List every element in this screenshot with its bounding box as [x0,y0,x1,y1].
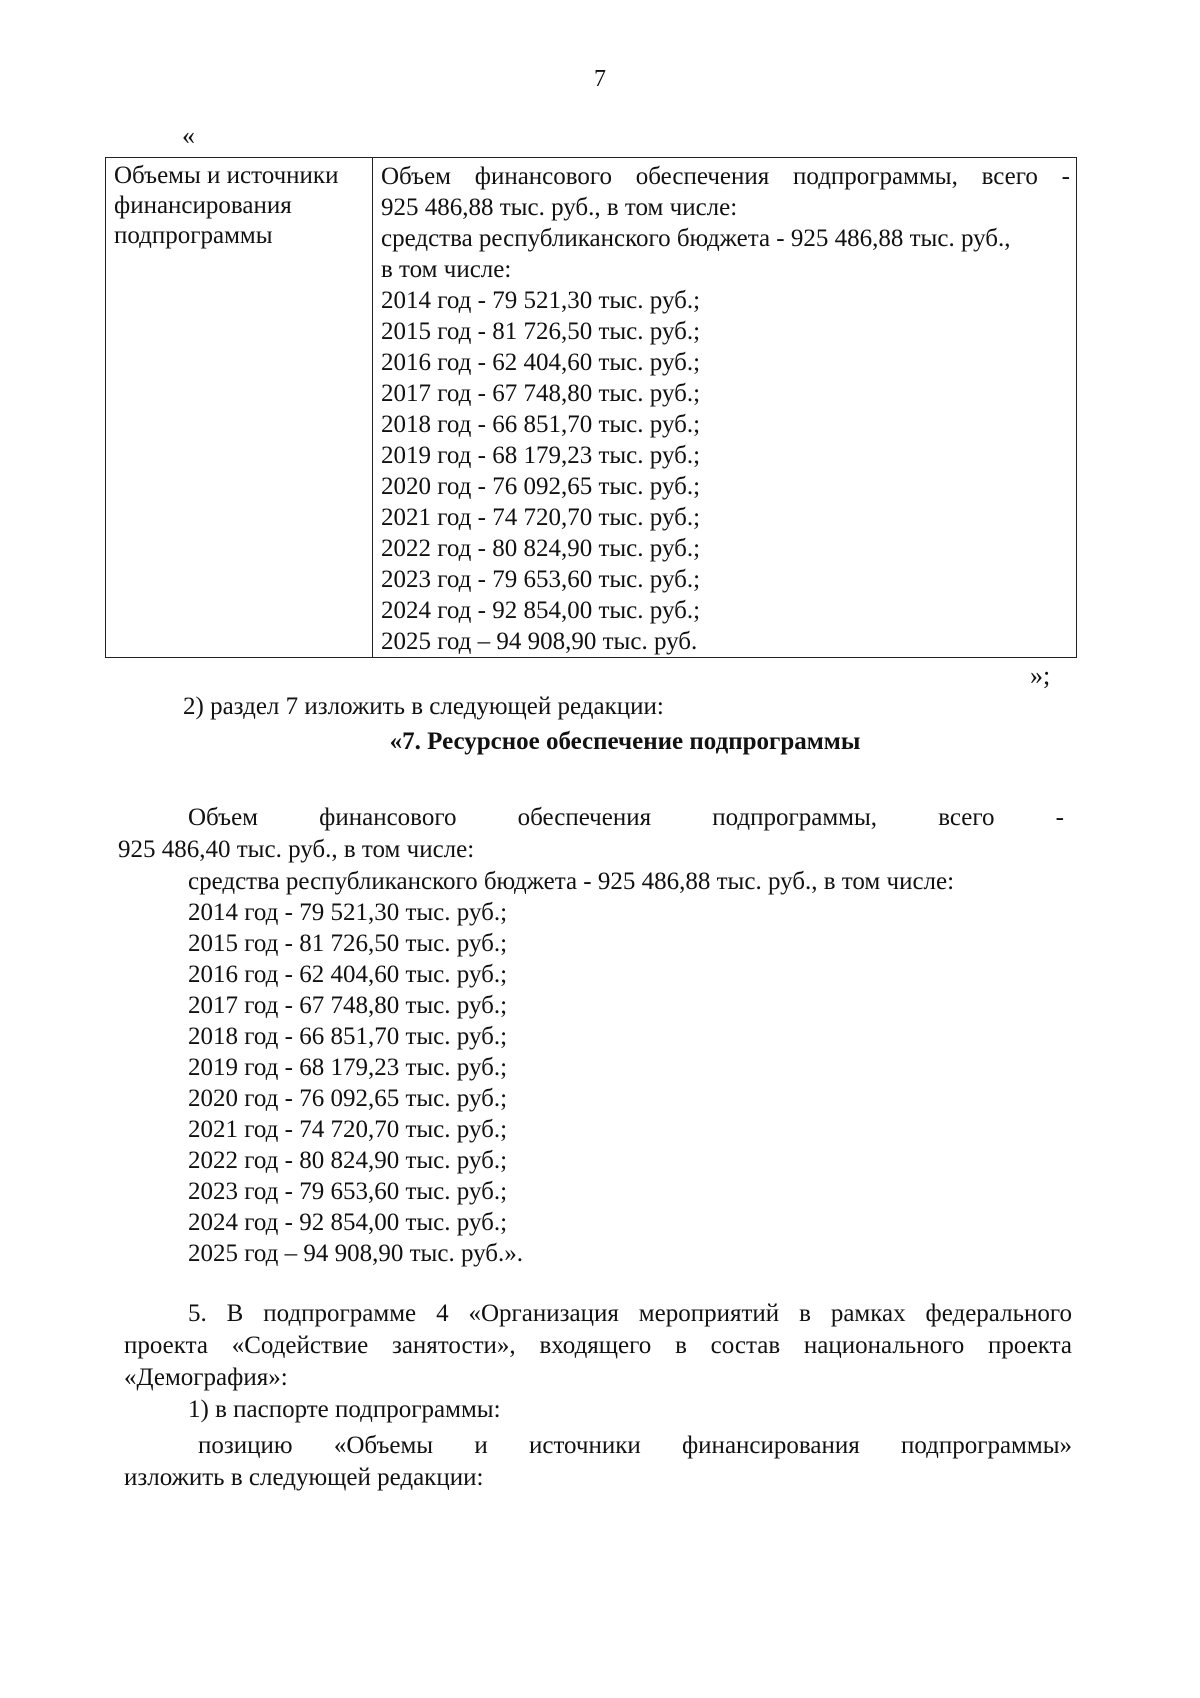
year-amount-line: 2024 год - 92 854,00 тыс. руб.; [381,597,701,624]
opening-quote: « [182,121,195,150]
year-amount-line: 2020 год - 76 092,65 тыс. руб.; [188,1085,508,1112]
right-cell-line: 925 486,88 тыс. руб., в том числе: [381,194,738,221]
item-2-text: 2) раздел 7 изложить в следующей редакции: [183,693,664,720]
item-5-sub-2 [198,1432,1072,1460]
word: «Объемы [333,1432,434,1459]
word: «Содействие [231,1332,369,1359]
word: подпрограмме [263,1300,417,1327]
word: - [1055,804,1064,831]
word: «Организация [468,1300,619,1327]
word: подпрограммы» [900,1432,1072,1459]
section-7-heading: «7. Ресурсное обеспечение подпрограммы [389,728,861,755]
word: проекта [124,1332,208,1359]
passport-table [105,157,1077,658]
year-amount-line: 2022 год - 80 824,90 тыс. руб.; [188,1147,508,1174]
passport-position-label [106,158,373,658]
year-amount-line: 2016 год - 62 404,60 тыс. руб.; [381,349,701,376]
item-5-line-2 [124,1332,1072,1360]
year-amount-line: 2023 год - 79 653,60 тыс. руб.; [188,1178,508,1205]
closing-quote: »; [1030,661,1051,690]
word: Объем [381,163,451,190]
word: финансирования [681,1432,860,1459]
year-amount-line: 2016 год - 62 404,60 тыс. руб.; [188,961,508,988]
word: проекта [988,1332,1072,1359]
word: рамках [830,1300,906,1327]
word: в [799,1300,811,1327]
word: позицию [198,1432,293,1459]
year-amount-line: 2021 год - 74 720,70 тыс. руб.; [188,1116,508,1143]
word: 5. [188,1300,207,1327]
year-amount-line: 2025 год – 94 908,90 тыс. руб. [381,628,698,655]
item-5-line-3: «Демография»: [124,1364,288,1391]
year-amount-line: 2014 год - 79 521,30 тыс. руб.; [381,287,701,314]
year-amount-line: 2021 год - 74 720,70 тыс. руб.; [381,504,701,531]
year-amount-line: 2018 год - 66 851,70 тыс. руб.; [381,411,701,438]
item-5-line-1 [188,1300,1072,1328]
year-amount-line: 2017 год - 67 748,80 тыс. руб.; [188,992,508,1019]
word: занятости», [391,1332,516,1359]
left-cell-line: подпрограммы [114,222,273,249]
year-amount-line: 2022 год - 80 824,90 тыс. руб.; [381,535,701,562]
left-cell-line: Объемы и источники [114,162,339,189]
budget-line: средства республиканского бюджета - 925 486,88 тыс. руб., в том числе: [188,868,955,895]
year-amount-line: 2024 год - 92 854,00 тыс. руб.; [188,1209,508,1236]
word: мероприятий [638,1300,780,1327]
item-5-sub-1: 1) в паспорте подпрограммы: [188,1396,501,1423]
word: - [1061,163,1070,190]
word: В [226,1300,244,1327]
left-cell-line: финансирования [114,192,292,219]
word: национального [803,1332,965,1359]
page-number: 7 [594,66,606,92]
word: в [675,1332,687,1359]
word: 4 [436,1300,449,1327]
section-7-lines [188,866,954,1269]
word: Объем [188,804,258,831]
word: всего [938,804,995,831]
word: всего [981,163,1038,190]
word: обеспечения [517,804,652,831]
word: подпрограммы, [712,804,878,831]
year-amount-line: 2023 год - 79 653,60 тыс. руб.; [381,566,701,593]
word: финансового [319,804,457,831]
section-7-total-line: 925 486,40 тыс. руб., в том числе: [118,836,475,863]
passport-position-value [373,158,1077,658]
word: обеспечения [635,163,770,190]
word: подпрограммы, [793,163,958,190]
year-amount-line: 2015 год - 81 726,50 тыс. руб.; [381,318,701,345]
word: источники [528,1432,641,1459]
word: и [474,1432,488,1459]
word: федерального [925,1300,1072,1327]
table-row [106,158,1077,658]
right-cell-line: средства республиканского бюджета - 925 486,88 тыс. руб., [381,225,1011,252]
year-amount-line: 2019 год - 68 179,23 тыс. руб.; [381,442,701,469]
year-amount-line: 2019 год - 68 179,23 тыс. руб.; [188,1054,508,1081]
year-amount-line: 2020 год - 76 092,65 тыс. руб.; [381,473,701,500]
year-amount-line: 2015 год - 81 726,50 тыс. руб.; [188,930,508,957]
right-cell-line: в том числе: [381,256,512,283]
year-amount-line: 2018 год - 66 851,70 тыс. руб.; [188,1023,508,1050]
item-5-sub-3: изложить в следующей редакции: [124,1464,484,1491]
section-7-first-line [188,804,1064,832]
year-amount-line: 2017 год - 67 748,80 тыс. руб.; [381,380,701,407]
year-amount-line: 2025 год – 94 908,90 тыс. руб.». [188,1240,524,1267]
year-amount-line: 2014 год - 79 521,30 тыс. руб.; [188,899,508,926]
word: состав [710,1332,781,1359]
word: финансового [474,163,613,190]
word: входящего [539,1332,652,1359]
right-cell-first-line [381,161,1070,192]
